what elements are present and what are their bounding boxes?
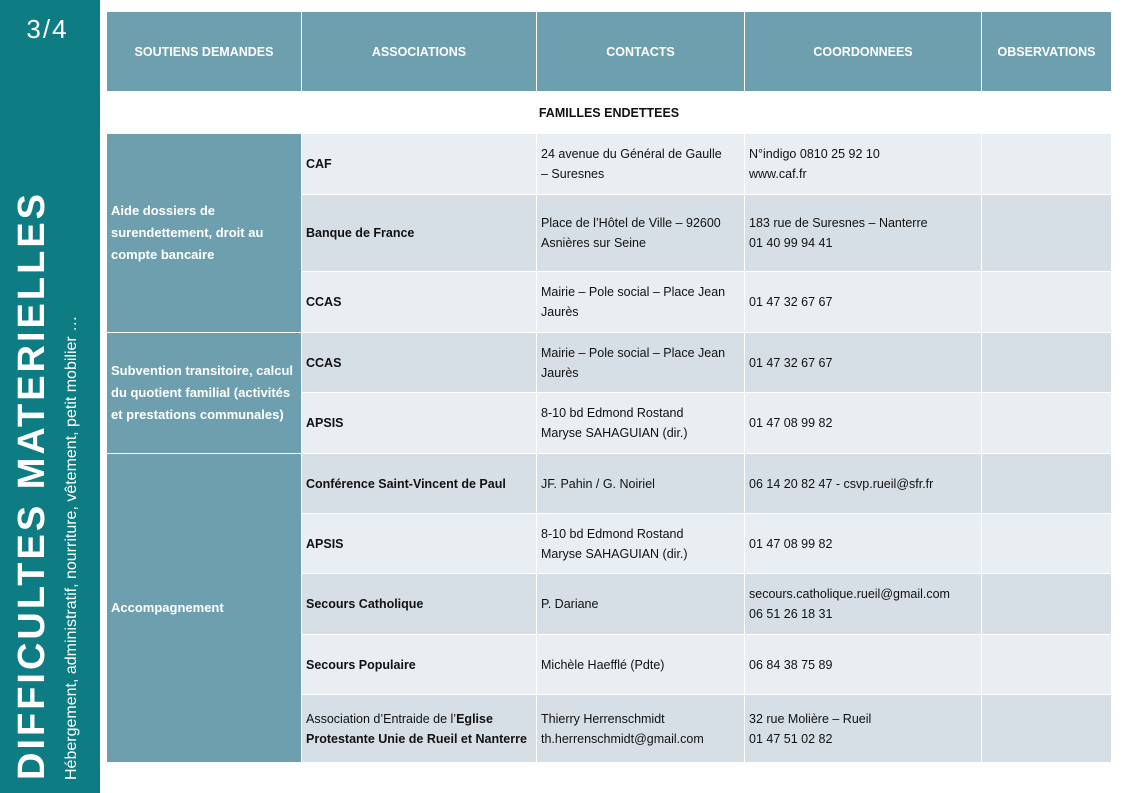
contact-cell: [537, 195, 745, 272]
observations-cell: [982, 393, 1112, 454]
association-name: APSIS: [302, 393, 537, 454]
observations-cell: [982, 635, 1112, 695]
page-number: 3/4: [26, 14, 69, 44]
support-table: [106, 11, 1112, 763]
association-name: CCAS: [302, 333, 537, 393]
coords-line: 06 84 38 75 89: [749, 657, 833, 672]
header-observations: OBSERVATIONS: [982, 12, 1112, 92]
coords-cell: [745, 635, 982, 695]
contact-line: P. Dariane: [541, 597, 599, 611]
sidebar: [0, 0, 100, 793]
section-row: [107, 92, 1112, 134]
observations-cell: [982, 695, 1112, 763]
page-subtitle: Hébergement, administratif, nourriture, vêtement, petit mobilier …: [63, 315, 80, 780]
contact-line: – Suresnes: [541, 167, 605, 181]
contact-line: Maryse SAHAGUIAN (dir.): [541, 546, 688, 561]
contact-line: Thierry Herrenschmidt: [541, 711, 665, 726]
table-row: [107, 134, 1112, 195]
association-name: Secours Populaire: [302, 635, 537, 695]
header-soutiens: SOUTIENS DEMANDES: [107, 12, 302, 92]
contact-cell: [537, 574, 745, 635]
coords-cell: [745, 514, 982, 574]
association-name: Secours Catholique: [302, 574, 537, 635]
coords-line: 01 40 99 94 41: [749, 236, 833, 250]
contact-line: Maryse SAHAGUIAN (dir.): [541, 426, 688, 440]
contact-line: 24 avenue du Général de Gaulle: [541, 147, 722, 161]
contact-line: Mairie – Pole social – Place Jean: [541, 285, 726, 299]
header-row: [107, 12, 1112, 92]
coords-line: www.caf.fr: [749, 167, 807, 181]
header-coordonnees: COORDONNEES: [745, 12, 982, 92]
contact-line: th.herrenschmidt@gmail.com: [541, 731, 704, 746]
observations-cell: [982, 195, 1112, 272]
contact-cell: [537, 333, 745, 393]
coords-cell: [745, 695, 982, 763]
contact-line: Jaurès: [541, 365, 579, 380]
contact-line: Mairie – Pole social – Place Jean: [541, 345, 726, 360]
coords-cell: [745, 134, 982, 195]
observations-cell: [982, 134, 1112, 195]
table-row: [107, 454, 1112, 514]
header-contacts: CONTACTS: [537, 12, 745, 92]
association-bold: Eglise Protestante Unie de Rueil et Nanterre: [306, 711, 527, 746]
contact-line: JF. Pahin / G. Noiriel: [541, 476, 655, 491]
association-name: CCAS: [302, 272, 537, 333]
contact-cell: [537, 134, 745, 195]
coords-line: 01 47 51 02 82: [749, 731, 833, 746]
observations-cell: [982, 333, 1112, 393]
association-prefix: Association d’Entraide de l’: [306, 711, 457, 726]
association-name: [302, 695, 537, 763]
coords-line: 32 rue Molière – Rueil: [749, 711, 872, 726]
observations-cell: [982, 574, 1112, 635]
group-label: Accompagnement: [107, 454, 302, 763]
coords-line: 01 47 08 99 82: [749, 536, 833, 551]
coords-line: 06 51 26 18 31: [749, 607, 833, 621]
association-name: Banque de France: [302, 195, 537, 272]
contact-cell: [537, 635, 745, 695]
contact-cell: [537, 272, 745, 333]
contact-line: Place de l’Hôtel de Ville – 92600: [541, 216, 721, 230]
coords-cell: [745, 333, 982, 393]
page-title: DIFFICULTES MATERIELLES: [11, 190, 53, 780]
group-label: Subvention transitoire, calcul du quotient familial (activités et prestations communales): [107, 333, 302, 454]
header-associations: ASSOCIATIONS: [302, 12, 537, 92]
table-row: [107, 333, 1112, 393]
contact-line: 8-10 bd Edmond Rostand: [541, 406, 684, 420]
contact-cell: [537, 514, 745, 574]
observations-cell: [982, 514, 1112, 574]
coords-line: N°indigo 0810 25 92 10: [749, 147, 880, 161]
group-label: Aide dossiers de surendettement, droit au compte bancaire: [107, 134, 302, 333]
contact-cell: [537, 393, 745, 454]
contact-line: 8-10 bd Edmond Rostand: [541, 526, 684, 541]
coords-cell: [745, 574, 982, 635]
coords-line: 01 47 32 67 67: [749, 295, 833, 309]
coords-line: secours.catholique.rueil@gmail.com: [749, 587, 950, 601]
association-name: APSIS: [302, 514, 537, 574]
contact-cell: [537, 454, 745, 514]
coords-cell: [745, 454, 982, 514]
observations-cell: [982, 272, 1112, 333]
observations-cell: [982, 454, 1112, 514]
contact-line: Jaurès: [541, 305, 579, 319]
coords-cell: [745, 393, 982, 454]
coords-line: 01 47 08 99 82: [749, 416, 833, 430]
coords-line: 06 14 20 82 47 - csvp.rueil@sfr.fr: [749, 476, 934, 491]
coords-line: 183 rue de Suresnes – Nanterre: [749, 216, 928, 230]
coords-cell: [745, 195, 982, 272]
section-title: FAMILLES ENDETTEES: [107, 92, 1112, 134]
contact-line: Michèle Haefflé (Pdte): [541, 657, 665, 672]
contact-line: Asnières sur Seine: [541, 236, 646, 250]
association-name: Conférence Saint-Vincent de Paul: [302, 454, 537, 514]
contact-cell: [537, 695, 745, 763]
association-name: CAF: [302, 134, 537, 195]
coords-line: 01 47 32 67 67: [749, 355, 833, 370]
coords-cell: [745, 272, 982, 333]
